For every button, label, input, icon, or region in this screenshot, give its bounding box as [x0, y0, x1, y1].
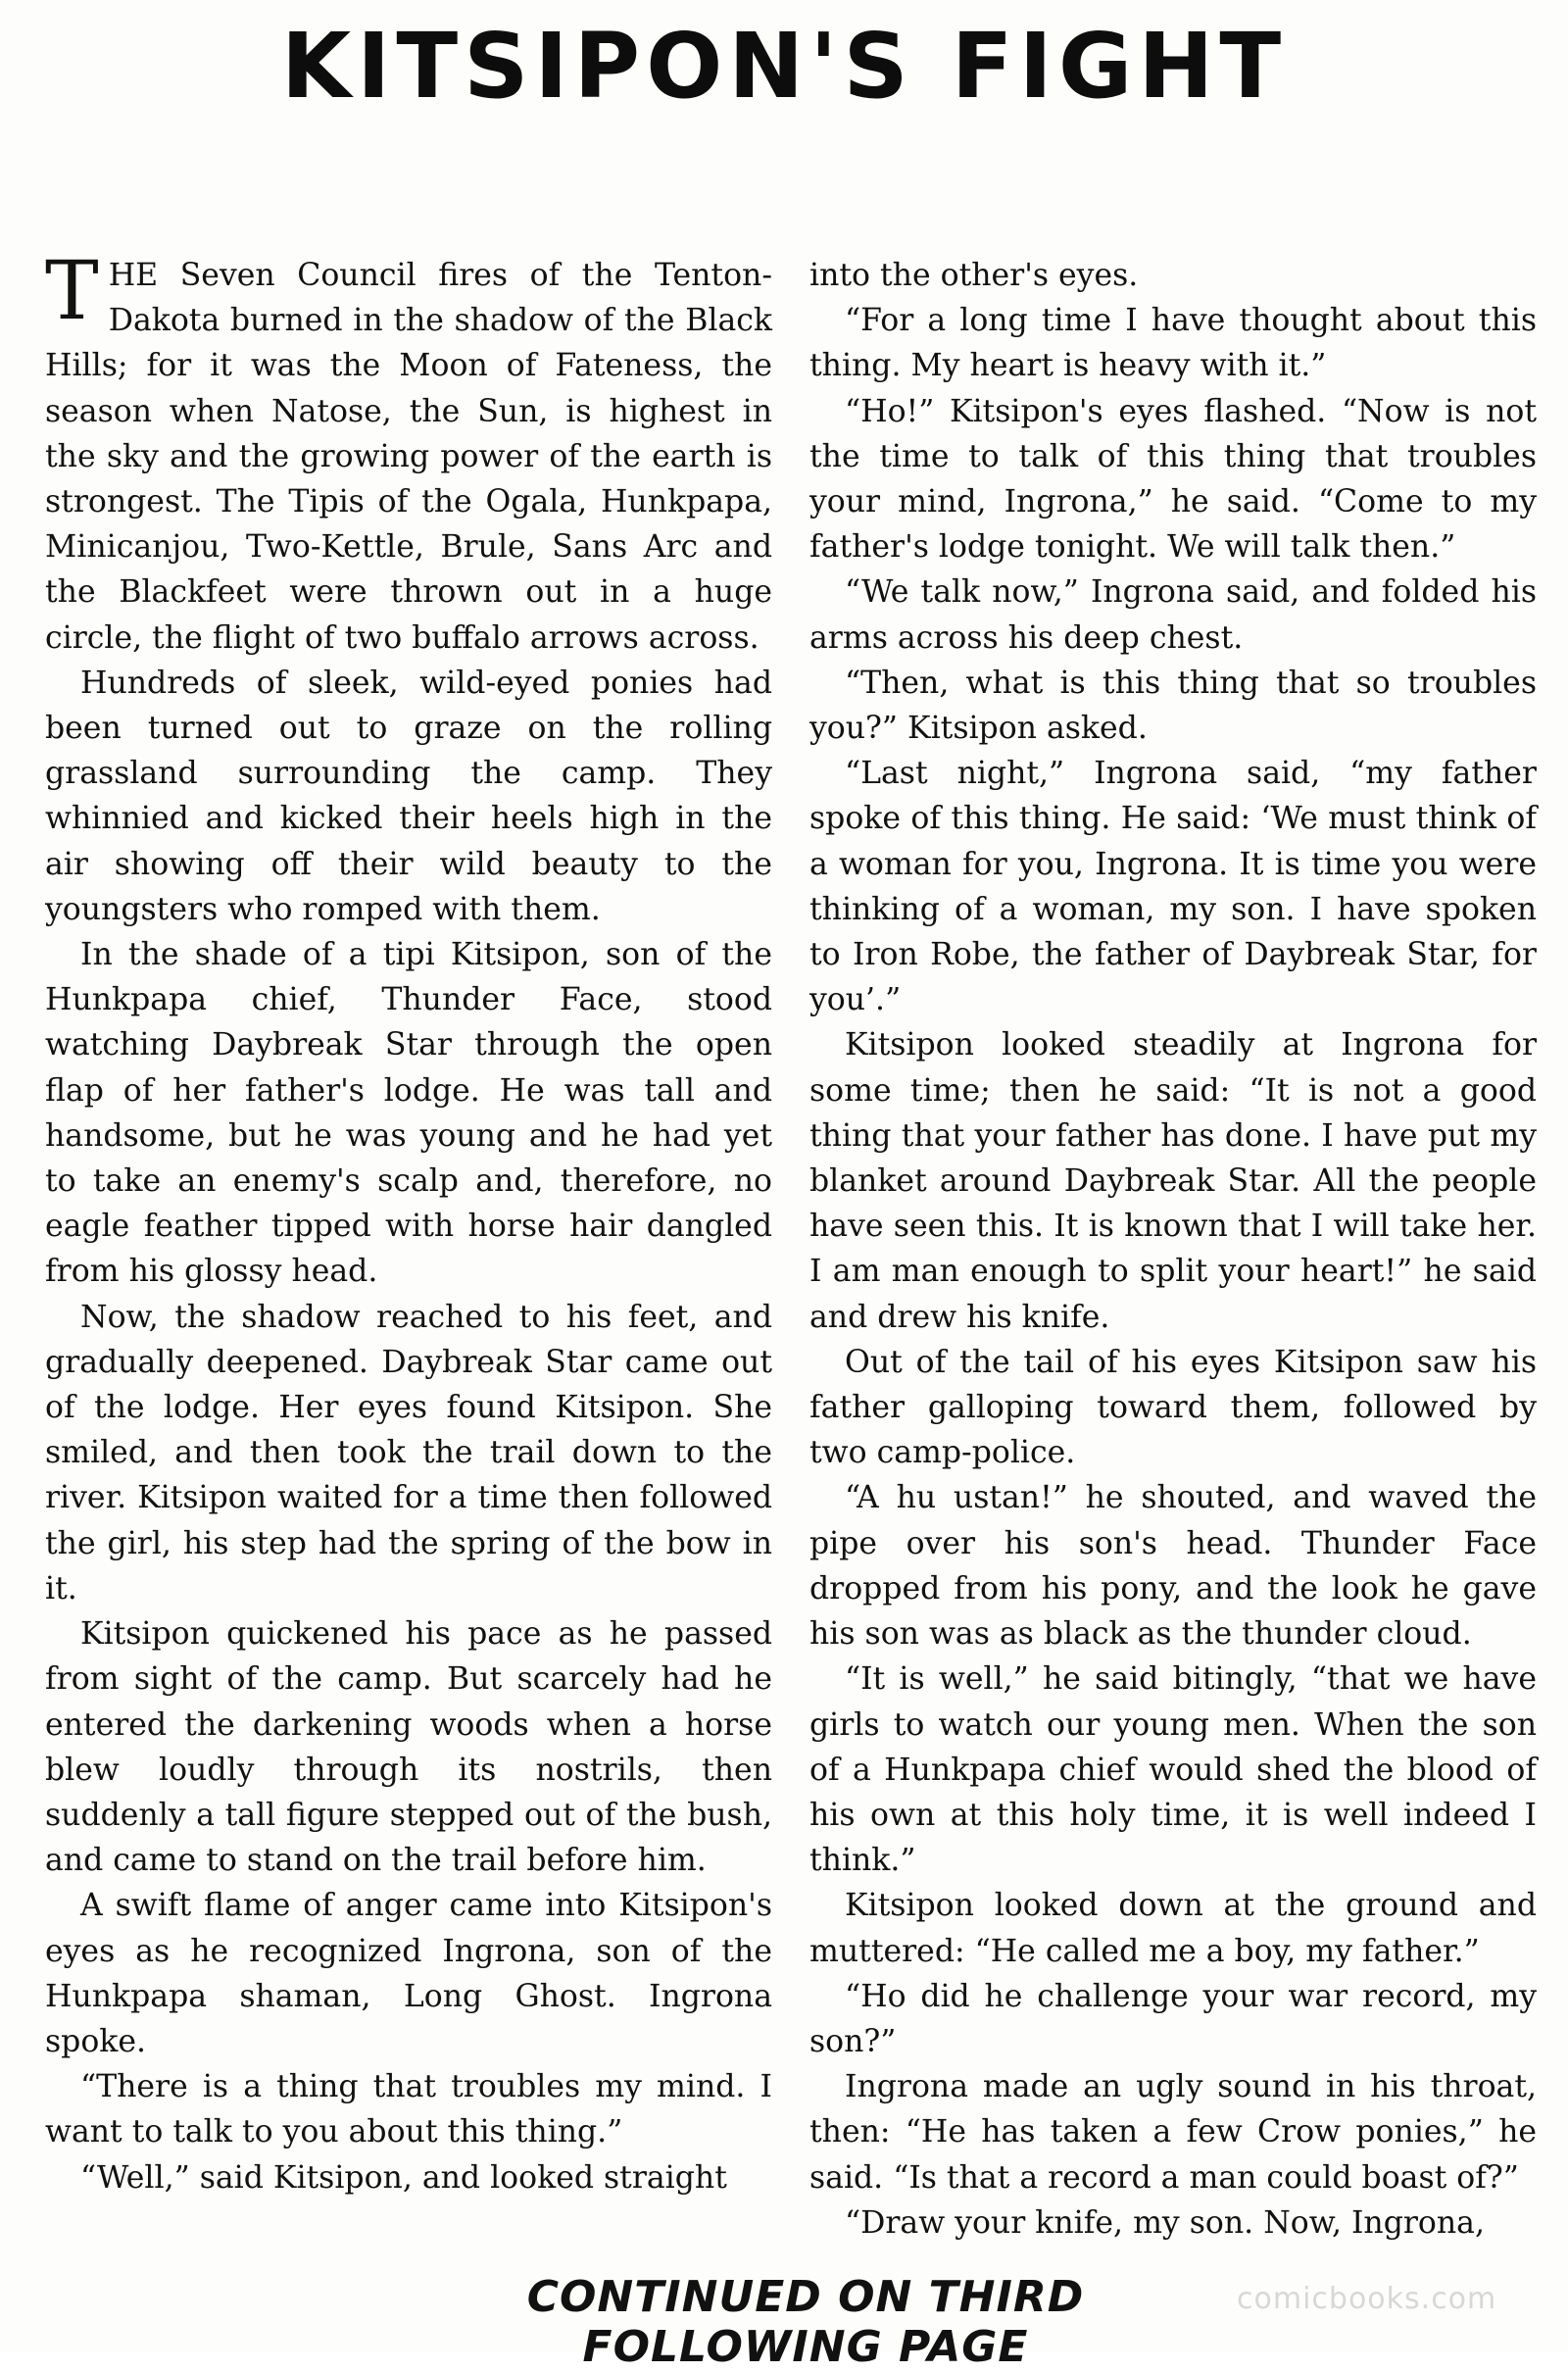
story-title: KITSIPON'S FIGHT	[280, 14, 1288, 119]
paragraph: Kitsipon quickened his pace as he passed from sight of the camp. But scarcely had he entered the darkening woods when a horse blew loudly through its nostrils, then suddenly a tall figure stepped out of the bush, and came to stand on the trail before him.	[45, 1616, 772, 1879]
paragraph: Out of the tail of his eyes Kitsipon saw his father galloping toward them, followed by two camp-police.	[809, 1344, 1537, 1471]
paragraph: “We talk now,” Ingrona said, and folded his arms across his deep chest.	[809, 574, 1537, 656]
paragraph: “Draw your knife, my son. Now, Ingrona,	[845, 2204, 1485, 2241]
paragraph: Now, the shadow reached to his feet, and gradually deepened. Daybreak Star came out of the lodge. Her eyes found Kitsipon. She smiled, and then took the trail down to the river. Kitsipon waited for a time then followed the girl, his step had the spring of the bow in it.	[45, 1299, 772, 1606]
paragraph: Ingrona made an ugly sound in his throat, then: “He has taken a few Crow ponies,” he said. “Is that a record a man could boast of?”	[809, 2069, 1537, 2196]
paragraph-text: HE Seven Council fires of the Tenton-Dakota burned in the shadow of the Black Hills; for it was the Moon of Fateness, the season when Natose, the Sun, is highest in the sky and the growing power of the earth is strongest. The Tipis of the Ogala, Hunkpapa, Minicanjou, Two-Kettle, Brule, Sans Arc and the Blackfeet were thrown out in a huge circle, the flight of two buffalo arrows across.	[45, 258, 772, 656]
continued-notice: CONTINUED ON THIRD FOLLOWING PAGE	[526, 2272, 1085, 2372]
drop-cap: T	[45, 245, 99, 338]
paragraph: “It is well,” he said bitingly, “that we have girls to watch our young men. When the son of a Hunkpapa chief would shed the blood of his own at this holy time, it is well indeed I think.”	[809, 1661, 1537, 1879]
page-footer	[0, 2272, 1568, 2372]
paragraph: “Ho did he challenge your war record, my son?”	[809, 1978, 1537, 2059]
paragraph: “A hu ustan!” he shouted, and waved the pipe over his son's head. Thunder Face dropped from his pony, and the look he gave his son was as black as the thunder cloud.	[809, 1480, 1537, 1653]
paragraph: Kitsipon looked steadily at Ingrona for some time; then he said: “It is not a good thing that your father has done. I have put my blanket around Daybreak Star. All the people have seen this. It is known that I will take her. I am man enough to split your heart!” he said and drew his knife.	[809, 1027, 1537, 1335]
paragraph: “Ho!” Kitsipon's eyes flashed. “Now is not the time to talk of this thing that troubles your mind, Ingrona,” he said. “Come to my father's lodge tonight. We will talk then.”	[809, 393, 1537, 566]
paragraph: into the other's eyes.	[809, 258, 1139, 293]
paragraph	[45, 245, 772, 661]
paragraph: “Last night,” Ingrona said, “my father spoke of this thing. He said: ‘We must think of a woman for you, Ingrona. It is time you were thinking of a woman, my son. I have spoken to Iron Robe, the father of Daybreak Star, for you’.”	[809, 756, 1537, 1018]
text-columns	[45, 245, 1537, 2241]
paragraph: “Then, what is this thing that so troubles you?” Kitsipon asked.	[809, 665, 1537, 747]
watermark: comicbooks.com	[1237, 2282, 1497, 2316]
paragraph: A swift flame of anger came into Kitsipon's eyes as he recognized Ingrona, son of the Hunkpapa shaman, Long Ghost. Ingrona spoke.	[45, 1888, 772, 2059]
paragraph: “There is a thing that troubles my mind. I want to talk to you about this thing.”	[45, 2069, 772, 2150]
paragraph: “Well,” said Kitsipon, and looked straight	[80, 2159, 727, 2196]
paragraph: Hundreds of sleek, wild-eyed ponies had been turned out to graze on the rolling grassland surrounding the camp. They whinnied and kicked their heels high in the air showing off their wild beauty to the youngsters who romped with them.	[45, 665, 772, 927]
paragraph: In the shade of a tipi Kitsipon, son of the Hunkpapa chief, Thunder Face, stood watching Daybreak Star through the open flap of her father's lodge. He was tall and handsome, but he was young and he had yet to take an enemy's scalp and, therefore, no eagle feather tipped with horse hair dangled from his glossy head.	[45, 937, 772, 1290]
column-left	[45, 245, 772, 2223]
paragraph: “For a long time I have thought about this thing. My heart is heavy with it.”	[809, 303, 1537, 384]
column-right	[809, 253, 1537, 2241]
paragraph: Kitsipon looked down at the ground and muttered: “He called me a boy, my father.”	[809, 1888, 1537, 1969]
